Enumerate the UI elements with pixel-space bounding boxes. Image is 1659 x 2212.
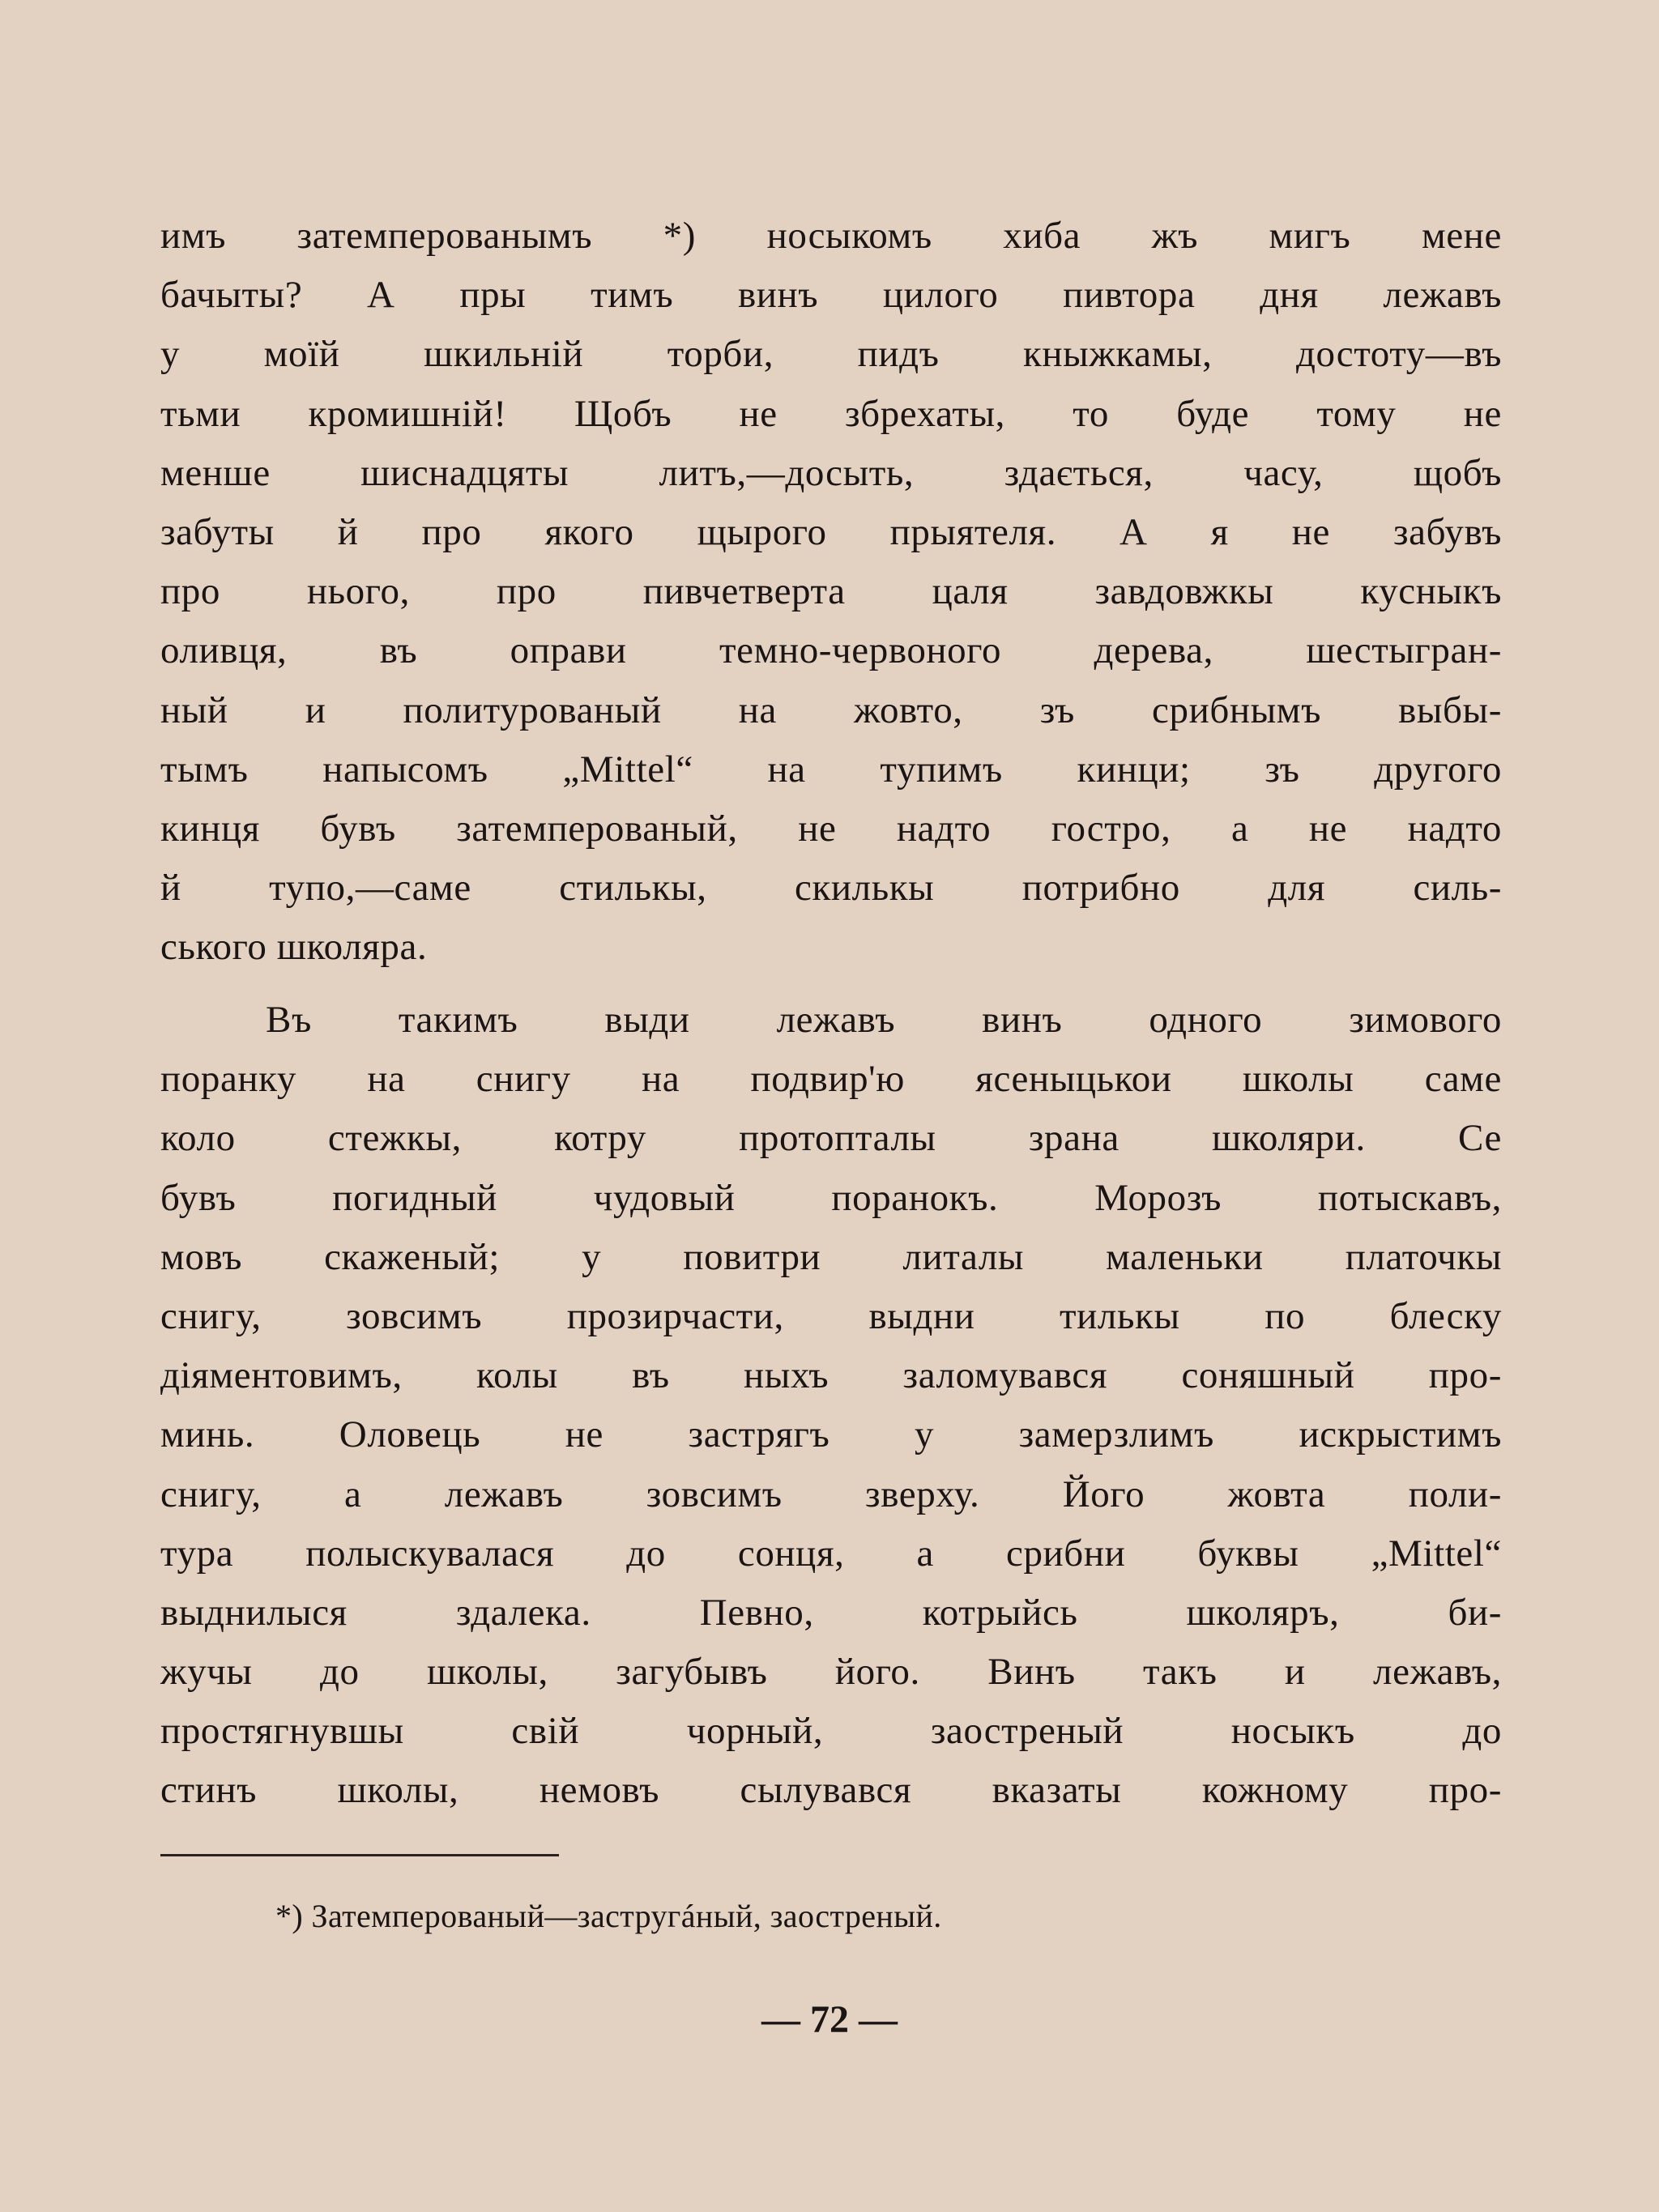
- text-line: тура полыскувалася до сонця, а срибни буквы „Mittel“: [160, 1532, 1502, 1575]
- text-line: имъ затемперованымъ *) носыкомъ хиба жъ мигъ мене: [160, 215, 1502, 257]
- text-line: снигу, зовсимъ прозирчасти, выдни тилькы по блеску: [160, 1294, 1502, 1337]
- paragraph-1: [160, 207, 1502, 977]
- text-line: выднилыся здалека. Певно, котрыйсь школяръ, би-: [160, 1591, 1502, 1634]
- text-line: забуты й про якого щырого прыятеля. А я не забувъ: [160, 510, 1502, 553]
- text-line: Въ такимъ выди лежавъ винъ одного зимового: [266, 999, 1502, 1041]
- footnote: *) Затемперованый—застругáный, заостреный.: [275, 1898, 942, 1934]
- text-line: тьми кромишній! Щобъ не збрехаты, то буде тому не: [160, 392, 1502, 435]
- text-line: ського школяра.: [160, 926, 428, 969]
- text-line: снигу, а лежавъ зовсимъ зверху. Його жовта поли-: [160, 1473, 1502, 1515]
- text-line: минь. Оловець не застрягъ у замерзлимъ искрыстимъ: [160, 1413, 1502, 1456]
- text-line: простягнувшы свій чорный, заостреный носыкъ до: [160, 1710, 1502, 1753]
- text-line: й тупо,—саме стилькы, скилькы потрибно для силь-: [160, 867, 1502, 910]
- paragraph-2: [160, 991, 1502, 1821]
- text-line: бувъ погидный чудовый поранокъ. Морозъ потыскавъ,: [160, 1176, 1502, 1219]
- text-line: поранку на снигу на подвир'ю ясеныцькои школы саме: [160, 1058, 1502, 1101]
- page-number: — 72 —: [761, 1998, 898, 2041]
- text-line: стинъ школы, немовъ сылувався вказаты кожному про-: [160, 1769, 1502, 1812]
- text-line: кинця бувъ затемперованый, не надто гостро, а не надто: [160, 807, 1502, 850]
- text-line: менше шиснадцяты литъ,—досыть, здається, часу, щобъ: [160, 451, 1502, 494]
- text-line: коло стежкы, котру протопталы зрана школяри. Се: [160, 1117, 1502, 1160]
- text-line: ный и политурованый на жовто, зъ срибнымъ выбы-: [160, 688, 1502, 731]
- text-line: діяментовимъ, колы въ ныхъ заломувався соняшный про-: [160, 1354, 1502, 1397]
- text-line: жучы до школы, загубывъ його. Винъ такъ и лежавъ,: [160, 1651, 1502, 1694]
- text-line: про нього, про пивчетверта цаля завдовжкы кусныкъ: [160, 570, 1502, 613]
- footnote-divider: [160, 1854, 559, 1856]
- text-line: бачыты? А пры тимъ винъ цилого пивтора дня лежавъ: [160, 274, 1502, 317]
- text-line: у моїй шкильній торби, пидъ кныжкамы, достоту—въ: [160, 333, 1502, 376]
- text-line: тымъ напысомъ „Mittel“ на тупимъ кинци; зъ другого: [160, 748, 1502, 791]
- text-line: мовъ скаженый; у повитри литалы маленьки платочкы: [160, 1235, 1502, 1278]
- text-line: оливця, въ оправи темно-червоного дерева, шестыгран-: [160, 629, 1502, 672]
